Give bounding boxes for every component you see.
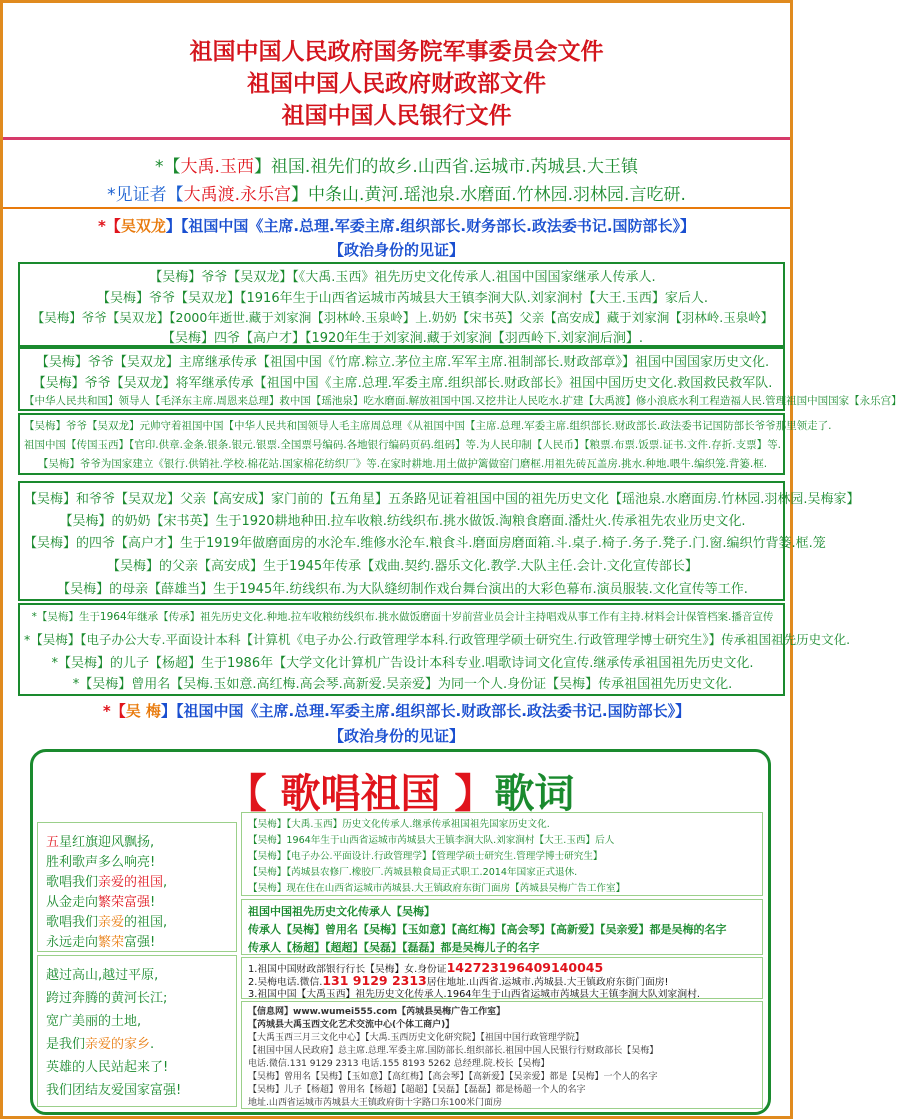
info1-line: 【吴梅】【电子办公.平面设计.行政管理学】【管理学硕士研究生.管理学博士研究生】 [248,851,603,862]
box4-line: 【吴梅】的奶奶【宋书英】生于1920耕地种田.拉车收粮.纺线织布.挑水做饭.淘粮食磨面.潘灶火.传承祖先农业历史文化. [59,514,746,529]
identity-top-witness: 【政治身份的见证】 [328,241,464,259]
info4-line: 【吴梅】曾用名【吴梅】【玉如意】【高红梅】【高会琴】【高新爱】【吴亲爱】都是【吴梅】一个人的名字 [248,1072,658,1082]
identity-bottom-name: 吴 梅 [125,702,161,720]
identity-bottom-witness: 【政治身份的见证】 [328,727,464,745]
info4-line: 地址.山西省运城市芮城县大王镇政府街十字路口东100米门面房 [248,1098,503,1108]
ancestral-1-highlight: 大禹.玉西 [180,157,254,177]
divider-pink [3,137,790,140]
box4-line: 【吴梅】的母亲【薛雄当】生于1945年.纺线织布.为大队缝纫制作戏台舞台演出的大彩色幕布.演员服装.文化宣传等工作. [57,582,748,597]
section-box-5 [18,603,851,696]
ancestral-1-text: 】祖国.祖先们的故乡.山西省.运城市.芮城县.大王镇 [253,157,638,177]
info4-line: 【大禹玉西三月三文化中心】【大禹.玉西历史文化研究院】【祖国中国行政管理学院】 [248,1033,584,1043]
box2-line: 【吴梅】爷爷【吴双龙】主席继承传承【祖国中国《竹席.粽立.茅位主席.军军主席.祖制部长.财政部章》】祖国中国国家历史文化. [35,355,770,370]
info4-line: 【信息网】www.wumei555.com【芮城县吴梅广告工作室】 [248,1007,506,1017]
song-panel [30,749,771,1115]
identity-top-name: 吴双龙 [120,217,166,235]
ancestral-2-text: 】中条山.黄河.瑶池泉.水磨面.竹林园.羽林园.言吃研. [291,185,686,205]
song-title-green: 歌词 [494,771,575,817]
lyric-line: 胜利歌声多么响亮! [46,855,156,870]
id-number: 142723196409140045 [446,960,604,975]
lyrics-verse-2 [37,955,237,1107]
lyrics-verse-1 [37,822,237,952]
phone-number: 131 9129 2313 [322,973,427,988]
identity-top-prefix: *【 [97,217,121,235]
song-title-red: 【 歌唱祖国 】 [226,771,495,817]
section-box-2 [18,347,902,411]
identity-bottom-text: 】【祖国中国《主席.总理.军委主席.组织部长.财政部长.政法委书记.国防部长》】 [160,702,691,720]
box4-line: 【吴梅】的四爷【高户才】生于1919年做磨面房的水沦车.维修水沦车.粮食斗.磨面房磨面箱.斗.桌子.椅子.务子.凳子.门.窗.编织竹背篓.框.笼 [24,536,826,551]
info-box-2 [241,899,763,955]
box3-line: 【吴梅】爷爷【吴双龙】元帅守着祖国中国【中华人民共和国领导人毛主席周总理《从祖国中国【主席.总理.军委主席.组织部长.财政部长.政法委书记国防部长爷爷那里领走了. [24,420,832,432]
lyric-line: 从金走向繁荣富强! [46,895,156,910]
divider-orange [3,207,790,209]
box1-line: 【吴梅】爷爷【吴双龙】【2000年逝世.藏于刘家涧【羽林岭.玉泉岭】上.奶奶【宋书英】父亲【高安成】藏于刘家涧【羽林岭.玉泉岭】 [31,310,774,325]
lyric-line: 越过高山,越过平原, [46,968,159,983]
info1-line: 【吴梅】现在住在山西省运城市芮城县.大王镇政府东街门面房【芮城县吴梅广告工作室】 [248,883,626,894]
box3-line: 【吴梅】爷爷为国家建立《银行.供销社.学校.棉花站.国家棉花纺织厂》等.在家时耕地.用土做护篱做窑门磨框.用祖先砖瓦盖房.挑水.种地.喂牛.编织笼.背篓.框. [37,458,768,470]
info2-line: 传承人【吴梅】曾用名【吴梅】【玉如意】【高红梅】【高会琴】【高新爱】【吴亲爱】都是吴梅的名字 [248,923,727,936]
box1-line: 【吴梅】四爷【高户才】【1920年生于刘家涧.藏于刘家涧【羽西岭下.刘家涧后涧】. [162,331,643,346]
identity-bottom-line [3,700,790,721]
box5-line: *【吴梅】【电子办公大专.平面设计本科【计算机《电子办公.行政管理学本科.行政管理学硕士研究生.行政管理学博士研究生》】传承祖国祖先历史文化. [24,632,851,647]
ancestral-line-2 [3,180,790,205]
info2-line: 祖国中国祖先历史文化传承人【吴梅】 [248,905,435,918]
info4-line: 【芮城县大禹玉西文化艺术交流中心(个体工商户)】 [248,1020,455,1030]
box5-line: *【吴梅】曾用名【吴梅.玉如意.高红梅.高会琴.高新爱.吴亲爱】为同一个人.身份证【吴梅】传承祖国祖先历史文化. [72,677,733,692]
box3-line: 祖国中国【传国玉西】【官印.供章.金条.银条.银元.银票.全国票号编码.各地银行编码页码.组码】等.为人民印制【人民币】【粮票.布票.饭票.证书.文件.存折.支票】等. [24,439,781,451]
identity-top-line [3,215,790,236]
lyric-line: 五星红旗迎风飘扬, [46,835,155,850]
address-text: 居住地址.山西省.运城市.芮城县.大王镇政府东街门面房! [426,977,669,988]
section-box-4 [18,481,860,601]
ancestral-1-prefix: *【 [155,157,181,177]
lyric-line: 跨过奔腾的黄河长江; [46,991,168,1006]
section-box-1 [18,262,785,347]
lyric-line: 我们团结友爱国家富强! [46,1083,182,1098]
phone-label: 2.吴梅电话.微信. [248,977,323,988]
box1-line: 【吴梅】爷爷【吴双龙】【《大禹.玉西》祖先历史文化传承人.祖国中国国家继承人传承人. [149,270,656,285]
ancestral-2-highlight: 大禹渡.永乐宫 [183,185,292,205]
info1-line: 【吴梅】【大禹.玉西】历史文化传承人.继承传承祖国祖先国家历史文化. [248,819,550,830]
header-title-1: 祖国中国人民政府国务院军事委员会文件 [189,38,604,65]
id-label: 1.祖国中国财政部银行行长【吴梅】女.身份证 [248,964,447,975]
box5-line: *【吴梅】的儿子【杨超】生于1986年【大学文化计算机广告设计本科专业.唱歌诗词文化宣传.继承传承祖国祖先历史文化. [51,656,754,671]
lyric-line: 歌唱我们亲爱的祖国, [46,915,168,930]
info3-line-3: 3.祖国中国【大禹玉西】祖先历史文化传承人.1964年生于山西省运城市芮城县大王镇李涧大队刘家涧村. [248,989,700,1000]
header-title-3: 祖国中国人民银行文件 [281,102,512,129]
header-title-2: 祖国中国人民政府财政部文件 [247,70,546,97]
info4-line: 【吴梅】儿子【杨超】曾用名【杨超】【超超】【吴磊】【磊磊】都是杨超一个人的名字 [248,1085,586,1095]
info-box-4 [241,1001,763,1109]
box5-line: *【吴梅】生于1964年继承【传承】祖先历史文化.种地.拉车收粮纺线织布.挑水做饭磨面十岁前营业员会计主持唱戏从事工作有主持.材料会计保管档案.播音宣传 [31,611,774,623]
info-box-3 [241,957,763,999]
section-box-3 [18,413,832,475]
lyric-line: 宽广美丽的土地, [46,1014,142,1029]
lyric-line: 歌唱我们亲爱的祖国, [46,875,168,890]
info4-line: 【祖国中国人民政府】总主席.总理.军委主席.国防部长.组织部长.祖国中国人民银行行财政部长【吴梅】 [248,1046,659,1056]
identity-bottom-prefix: *【 [102,702,126,720]
info2-line: 传承人【杨超】【超超】【吴磊】【磊磊】都是吴梅儿子的名字 [248,941,540,954]
box1-line: 【吴梅】爷爷【吴双龙】【1916年生于山西省运城市芮城县大王镇李涧大队.刘家涧村【大王.玉西】家后人. [97,291,708,306]
info1-line: 【吴梅】【芮城县农修厂.橡胶厂.芮城县粮食局正式职工.2014年国家正式退休. [248,867,578,878]
box4-line: 【吴梅】的父亲【高安成】生于1945年传承【戏曲.契约.器乐文化.教学.大队主任.会计.文化宣传部长】 [107,559,698,574]
info-box-1 [241,812,763,896]
ancestral-line-1 [3,152,790,177]
box4-line: 【吴梅】和爷爷【吴双龙】父亲【高安成】家门前的【五角星】五条路见证着祖国中国的祖先历史文化【瑶池泉.水磨面房.竹林园.羽林园.吴梅家】 [24,492,860,507]
box2-line: 【中华人民共和国】领导人【毛泽东主席.周恩来总理】救中国【瑶池泉】吃水磨面.解放祖国中国.又挖井让人民吃水.扩建【大禹渡】修小浪底水利工程造福人民.管理祖国中国国家【永乐宫】 [24,395,902,407]
identity-top-text: 】【祖国中国《主席.总理.军委主席.组织部长.财务部长.政法委书记.国防部长》】 [165,217,696,235]
info1-line: 【吴梅】1964年生于山西省运城市芮城县大王镇李涧大队.刘家涧村【大王.玉西】后人 [248,835,615,846]
lyric-line: 永远走向繁荣富强! [46,935,156,950]
box2-line: 【吴梅】爷爷【吴双龙】将军继承传承【祖国中国《主席.总理.军委主席.组织部长.财政部长》祖国中国历史文化.救国救民救军队. [32,376,773,391]
lyric-line: 英雄的人民站起来了! [46,1060,169,1075]
ancestral-2-prefix: *见证者【 [107,185,184,205]
song-title [33,762,768,819]
info4-line: 电话.微信.131 9129 2313 电话.155 8193 5262 总经理.院.校长【吴梅】 [248,1059,550,1069]
lyric-line: 是我们亲爱的家乡. [46,1037,155,1052]
